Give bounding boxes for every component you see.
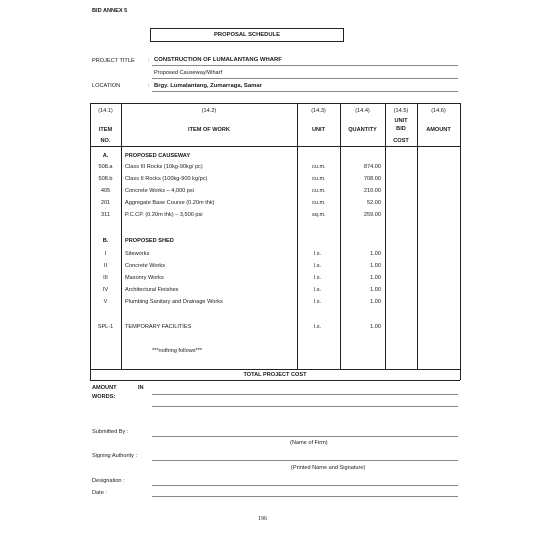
project-title-label: PROJECT TITLE [92,58,135,64]
row-item: SPL-1 [97,324,114,330]
row-unit: l.s. [314,299,322,305]
col-unit-header: UNIT [311,127,326,133]
row-unit: sq.m. [312,212,326,218]
total-project-cost-label: TOTAL PROJECT COST [243,372,307,378]
section-code: B. [102,238,109,244]
row-work: P.C.CP. (0.20m thk) – 3,500 psi [125,212,203,218]
col-work-header: ITEM OF WORK [188,127,230,133]
row-item: 508.b [98,176,113,182]
col-bid-header: BID [396,126,406,132]
amount-words-label: IN [138,385,144,391]
row-work: TEMPORARY FACILITIES [125,324,192,330]
row-item: 311 [101,212,110,218]
row-unit: cu.m. [312,176,326,182]
col-quantity-header: QUANTITY [348,127,377,133]
row-work: Architectural Finishes [125,287,179,293]
section-title: PROPOSED SHED [125,238,174,244]
row-work: Concrete Works – 4,000 psi [125,188,194,194]
row-quantity: 1.00 [370,275,381,281]
row-item: 201 [100,200,111,206]
section-code: A. [102,153,109,159]
row-item: I [104,251,107,257]
date-field[interactable] [152,496,458,497]
colon: : [148,83,150,89]
col-item-header: ITEM [98,127,113,133]
row-unit: l.s. [314,324,322,330]
row-quantity: 1.00 [370,263,381,269]
row-work: Aggregate Base Course (0.20m thk) [125,200,215,206]
signing-authority-label: Signing Authority : [92,453,138,459]
row-unit: l.s. [314,263,322,269]
row-quantity: 708.00 [363,176,381,182]
row-work: Concrete Works [125,263,165,269]
row-item: 405 [100,188,111,194]
designation-field[interactable] [152,485,458,486]
col-item-header: NO. [100,138,111,144]
amount-words-field[interactable] [152,394,458,395]
submitted-by-label: Submitted By : [92,429,129,435]
col-amount-number: (14.6) [431,108,446,114]
date-label: Date : [92,490,107,496]
row-work: Plumbing Sanitary and Drainage Works [125,299,223,305]
location-label: LOCATION [92,83,121,89]
row-unit: l.s. [314,275,322,281]
row-item: III [103,275,108,281]
row-item: II [103,263,108,269]
signing-authority-field[interactable] [152,460,458,461]
colon: : [148,58,150,64]
name-of-firm-caption: (Name of Firm) [290,440,328,446]
row-unit: l.s. [314,251,322,257]
row-quantity: 1.00 [370,324,381,330]
schedule-title: PROPOSAL SCHEDULE [150,28,344,42]
row-work: Siteworks [125,251,150,257]
row-quantity: 874.00 [363,164,381,170]
row-quantity: 1.00 [370,299,381,305]
divider [152,65,458,66]
designation-label: Designation : [92,478,125,484]
row-item: IV [102,287,109,293]
row-unit: cu.m. [312,164,326,170]
amount-words-label: WORDS: [92,394,116,400]
row-unit: cu.m. [312,188,326,194]
printed-name-caption: (Printed Name and Signature) [291,465,366,471]
row-item: V [103,299,108,305]
col-amount-header: AMOUNT [426,127,451,133]
page-number: 196 [258,516,267,522]
col-bid-header: COST [393,138,409,144]
divider [152,91,458,92]
project-subtitle: Proposed Causeway/Wharf [154,70,223,76]
col-bid-header: UNIT [394,118,408,124]
project-title: CONSTRUCTION OF LUMALANTANG WHARF [154,57,282,63]
row-quantity: 259.00 [363,212,381,218]
submitted-by-field[interactable] [152,436,458,437]
section-title: PROPOSED CAUSEWAY [125,153,191,159]
amount-words-label: AMOUNT [92,385,117,391]
col-quantity-number: (14.4) [355,108,370,114]
row-quantity: 1.00 [370,287,381,293]
nothing-follows: ***nothing follows*** [152,348,203,354]
location-value: Brgy. Lumalantang, Zumarraga, Samar [154,83,262,89]
row-quantity: 210.00 [363,188,381,194]
col-work-number: (14.2) [201,108,217,114]
row-quantity: 1.00 [370,251,381,257]
annex-label: BID ANNEX 5 [92,8,128,14]
amount-words-field[interactable] [152,406,458,407]
col-item-number: (14.1) [98,108,113,114]
row-work: Class III Rocks (10kg-90kg/ pc) [125,164,203,170]
row-work: Class II Rocks (100kg-900 kg/pc) [125,176,208,182]
row-unit: l.s. [314,287,322,293]
row-work: Masonry Works [125,275,164,281]
row-unit: cu.m. [312,200,326,206]
col-bid-number: (14.5) [393,108,409,114]
col-unit-number: (14.3) [311,108,326,114]
row-item: 508.a [98,164,113,170]
row-quantity: 52.00 [367,200,381,206]
divider [152,78,458,79]
